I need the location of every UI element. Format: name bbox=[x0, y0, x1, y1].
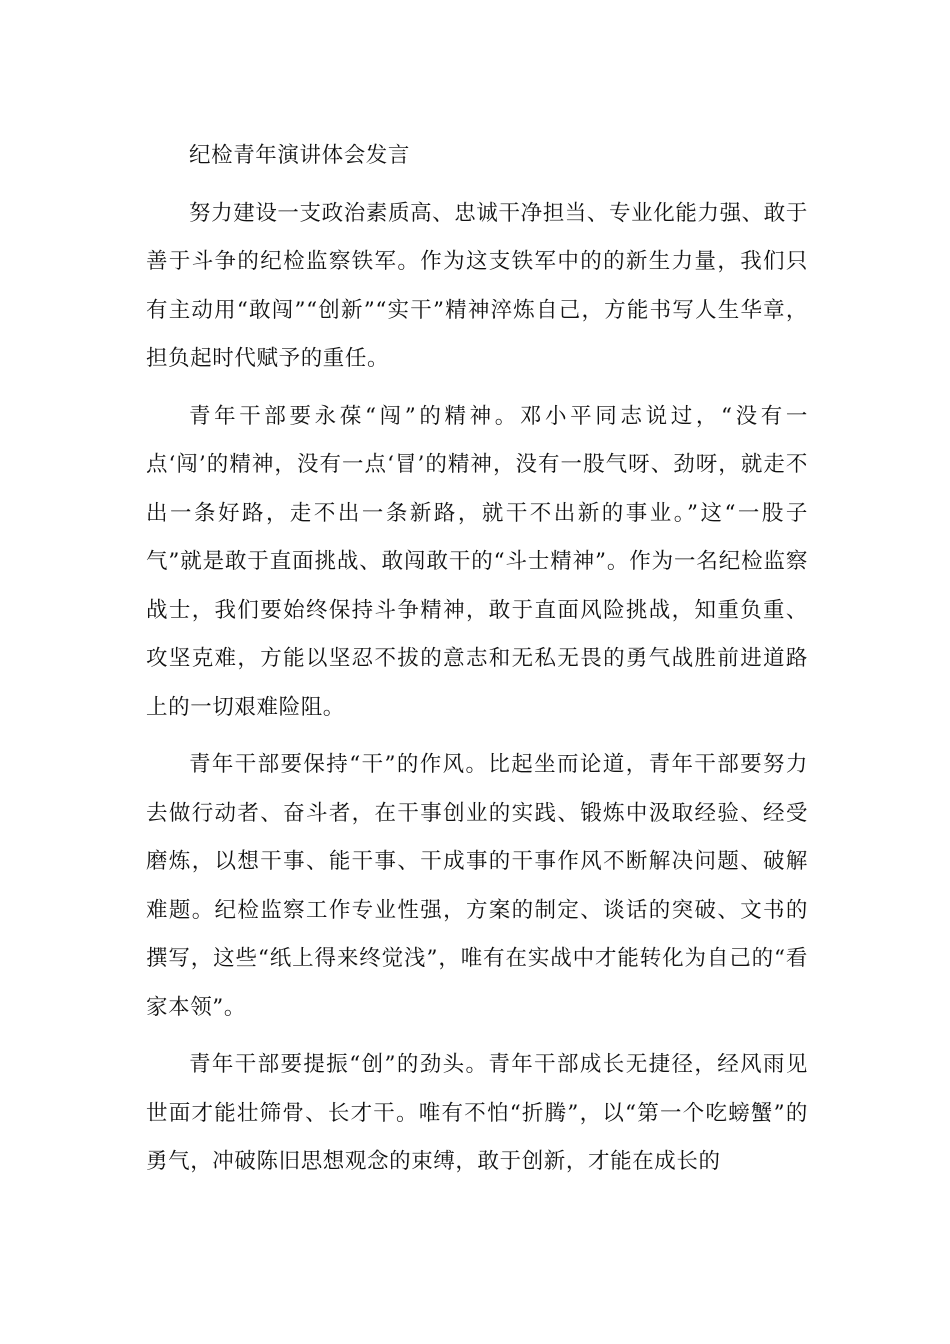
paragraph-chuang-drive: 青年干部要提振“创”的劲头。青年干部成长无捷径，经风雨见世面才能壮筛骨、长才干。唯有不怕“折腾”，以“第一个吃螃蟹”的勇气，冲破陈旧思想观念的束缚，敢于创新，才能在成长的 bbox=[146, 1052, 808, 1174]
paragraph-gan-style: 青年干部要保持“干”的作风。比起坐而论道，青年干部要努力去做行动者、奋斗者，在干事创业的实践、锻炼中汲取经验、经受磨炼，以想干事、能干事、干成事的干事作风不断解决问题、破解难题。纪检监察工作专业性强，方案的制定、谈话的突破、文书的撰写，这些“纸上得来终觉浅”，唯有在实战中才能转化为自己的“看家本领”。 bbox=[146, 752, 808, 1020]
document-title: 纪检青年演讲体会发言 bbox=[189, 143, 411, 168]
paragraph-chuang-spirit: 青年干部要永葆“闯”的精神。邓小平同志说过，“没有一点‘闯’的精神，没有一点‘冒’的精神，没有一股气呀、劲呀，就走不出一条好路，走不出一条新路，就干不出新的事业。”这“一股子气”就是敢于直面挑战、敢闯敢干的“斗士精神”。作为一名纪检监察战士，我们要始终保持斗争精神，敢于直面风险挑战，知重负重、攻坚克难，方能以坚忍不拔的意志和无私无畏的勇气战胜前进道路上的一切艰难险阻。 bbox=[146, 403, 808, 720]
document-body bbox=[146, 132, 808, 1196]
paragraph-intro: 努力建设一支政治素质高、忠诚干净担当、专业化能力强、敢于善于斗争的纪检监察铁军。作为这支铁军中的的新生力量，我们只有主动用“敢闯”“创新”“实干”精神淬炼自己，方能书写人生华章，担负起时代赋予的重任。 bbox=[146, 200, 808, 371]
